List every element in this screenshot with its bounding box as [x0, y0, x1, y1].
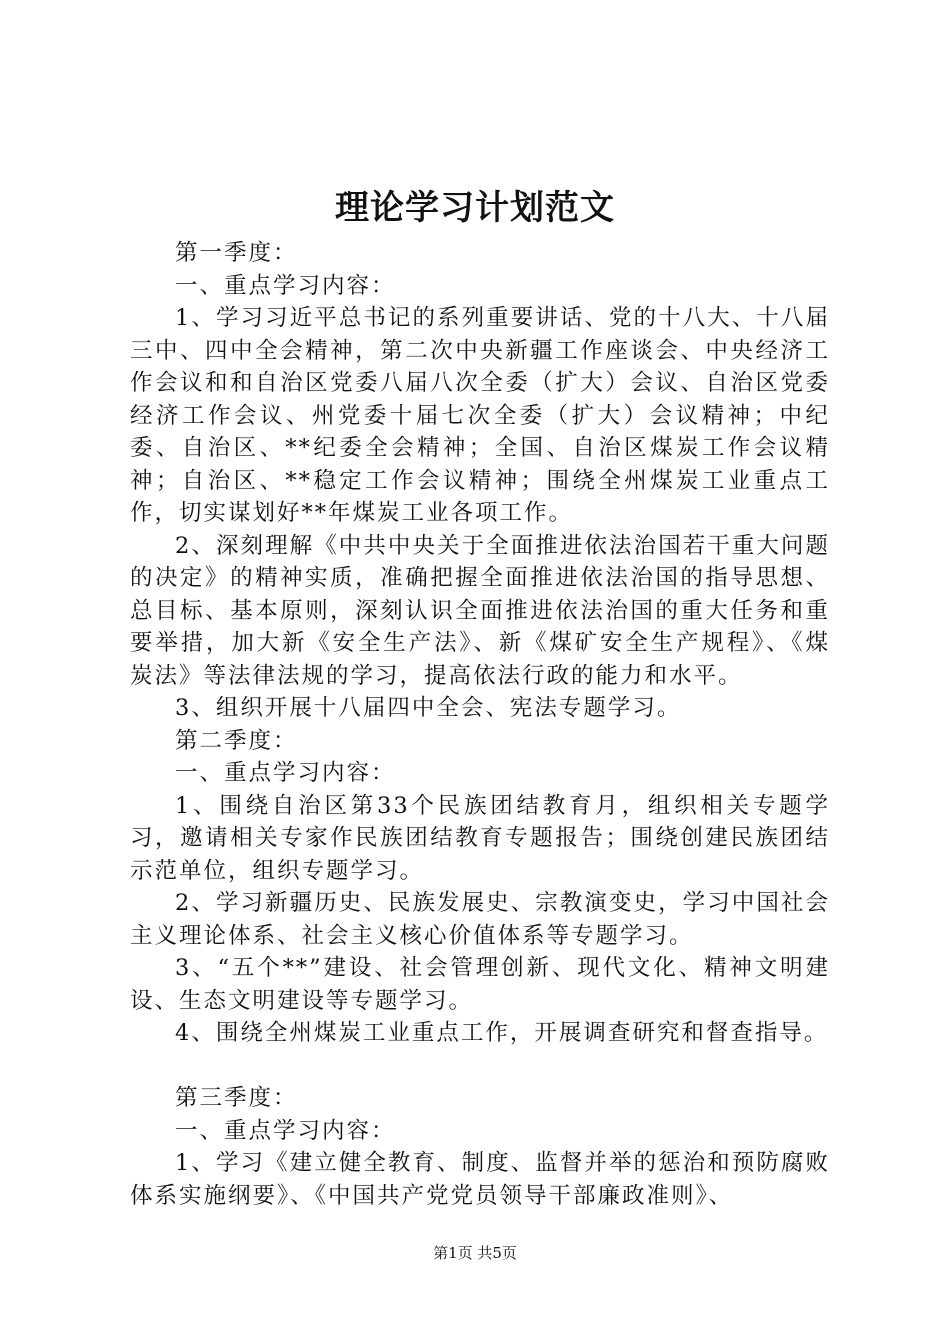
- blank-line: [130, 1050, 830, 1083]
- paragraph-q1-section: 一、重点学习内容：: [175, 272, 396, 299]
- paragraph-q2-item-4: 4、围绕全州煤炭工业重点工作，开展调查研究和督查指导。: [175, 1020, 829, 1046]
- paragraph-q1-item-2: 2、深刻理解《中共中央关于全面推进依法治国若干重大问题的决定》的精神实质，准确把握全面推进依法治国的指导思想、总目标、基本原则，深刻认识全面推进依法治国的重大任务和重要举措，加大新《安全生产法》、新《煤矿安全生产规程》、《煤炭法》等法律法规的学习，提高依法行政的能力和水平。: [130, 532, 830, 689]
- paragraph-q2-heading: 第二季度：: [175, 727, 298, 754]
- paragraph-q2-item-1: 1、围绕自治区第33个民族团结教育月，组织相关专题学习，邀请相关专家作民族团结教育专题报告；围绕创建民族团结示范单位，组织专题学习。: [130, 792, 830, 884]
- page-footer: 第1页 共5页: [433, 1244, 517, 1262]
- paragraph-q2-item-3: 3、“五个**”建设、社会管理创新、现代文化、精神文明建设、生态文明建设等专题学习。: [130, 955, 830, 1014]
- paragraph-q1-item-3: 3、组织开展十八届四中全会、宪法专题学习。: [175, 695, 682, 721]
- paragraph-q2-section: 一、重点学习内容：: [175, 760, 396, 786]
- paragraph-q3-heading: 第三季度：: [175, 1085, 298, 1111]
- paragraph-q1-heading: 第一季度：: [175, 240, 298, 266]
- document-body: [130, 237, 830, 1212]
- paragraph-q1-item-1: 1、学习习近平总书记的系列重要讲话、党的十八大、十八届三中、四中全会精神，第二次中央新疆工作座谈会、中央经济工作会议和和自治区党委八届八次全委（扩大）会议、自治区党委经济工作会议、州党委十届七次全委（扩大）会议精神；中纪委、自治区、**纪委全会精神；全国、自治区煤炭工作会议精神；自治区、**稳定工作会议精神；围绕全州煤炭工业重点工作，切实谋划好**年煤炭工业各项工作。: [130, 305, 830, 526]
- paragraph-q2-item-2: 2、学习新疆历史、民族发展史、宗教演变史，学习中国社会主义理论体系、社会主义核心价值体系等专题学习。: [130, 890, 830, 949]
- paragraph-q3-section: 一、重点学习内容：: [175, 1117, 396, 1144]
- paragraph-q3-item-1: 1、学习《建立健全教育、制度、监督并举的惩治和预防腐败体系实施纲要》、《中国共产党党员领导干部廉政准则》、: [130, 1150, 830, 1209]
- document-title: 理论学习计划范文: [335, 188, 615, 228]
